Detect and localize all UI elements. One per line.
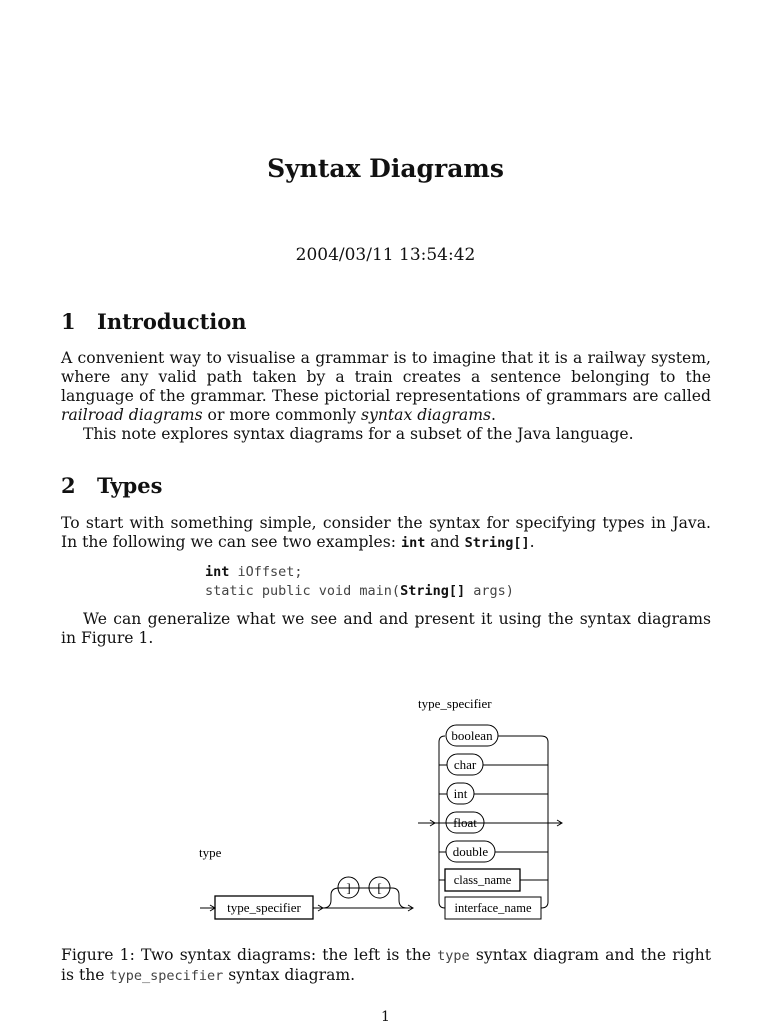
box-label: type_specifier xyxy=(227,900,301,915)
right-branch-rail xyxy=(541,736,548,908)
introduction-body xyxy=(61,349,711,444)
page-number: 1 xyxy=(381,1009,390,1025)
diagram-label-type-specifier: type_specifier xyxy=(418,696,492,711)
nonterminal-label: class_name xyxy=(453,873,512,887)
code-block xyxy=(205,563,514,601)
document-date: 2004/03/11 13:54:42 xyxy=(295,245,476,265)
code-keyword: int xyxy=(205,564,230,580)
section-heading-introduction xyxy=(61,309,247,334)
text-run: and xyxy=(425,533,465,551)
diagram-label-type: type xyxy=(199,845,222,860)
terminal-label: boolean xyxy=(451,728,493,743)
nonterminal-label: interface_name xyxy=(454,901,532,915)
inline-code: type_specifier xyxy=(109,968,224,984)
text-run: syntax diagram. xyxy=(223,966,356,984)
text-run: . xyxy=(491,406,496,424)
section-number: 1 xyxy=(61,309,76,334)
terminal-label: [ xyxy=(377,880,382,895)
terminal-label: char xyxy=(453,757,477,772)
terminal-label: ] xyxy=(346,880,351,895)
section-title: Introduction xyxy=(97,309,247,334)
text-run: To start with something simple, consider the syntax for specifying types in Java. In the following we can see two examples: xyxy=(61,514,711,551)
document-title: Syntax Diagrams xyxy=(267,154,504,183)
emphasis: railroad diagrams xyxy=(61,406,203,424)
text-run: Figure 1: Two syntax diagrams: the left is the xyxy=(61,946,438,964)
figure-caption xyxy=(61,946,711,986)
section-heading-types xyxy=(61,473,162,498)
terminal-label: float xyxy=(453,815,477,830)
inline-code: type xyxy=(437,948,470,964)
code-text: static public void main( xyxy=(205,583,401,599)
paragraph xyxy=(61,349,711,425)
figure-syntax-diagrams xyxy=(0,690,768,930)
text-run: syntax diagram and the right is the xyxy=(61,946,711,984)
terminal-label: double xyxy=(452,844,489,859)
text-run: . xyxy=(529,533,535,551)
section-title: Types xyxy=(97,473,163,498)
emphasis: syntax diagrams xyxy=(361,406,492,424)
text-run: or more commonly xyxy=(202,406,362,424)
code-keyword: String[] xyxy=(400,583,466,599)
types-body xyxy=(61,514,711,553)
inline-code: String[] xyxy=(464,535,530,551)
left-branch-rail xyxy=(439,736,445,908)
terminal-label: int xyxy=(453,786,468,801)
text-run: A convenient way to visualise a grammar is to imagine that it is a railway system, where any valid path taken by a train creates a sentence belonging to the language of the grammar. These pictorial representations of grammars are called xyxy=(61,349,711,405)
code-text: iOffset; xyxy=(229,564,303,580)
paragraph xyxy=(61,514,711,553)
paragraph: This note explores syntax diagrams for a subset of the Java language. xyxy=(83,425,634,443)
section-number: 2 xyxy=(61,473,76,498)
loop-rail xyxy=(323,888,407,908)
code-line xyxy=(205,563,514,582)
paragraph: We can generalize what we see and and present it using the syntax diagrams in Figure 1. xyxy=(61,610,711,647)
inline-code: int xyxy=(400,535,426,551)
types-body-2 xyxy=(61,610,711,648)
code-line xyxy=(205,582,514,601)
code-text: args) xyxy=(465,583,514,599)
